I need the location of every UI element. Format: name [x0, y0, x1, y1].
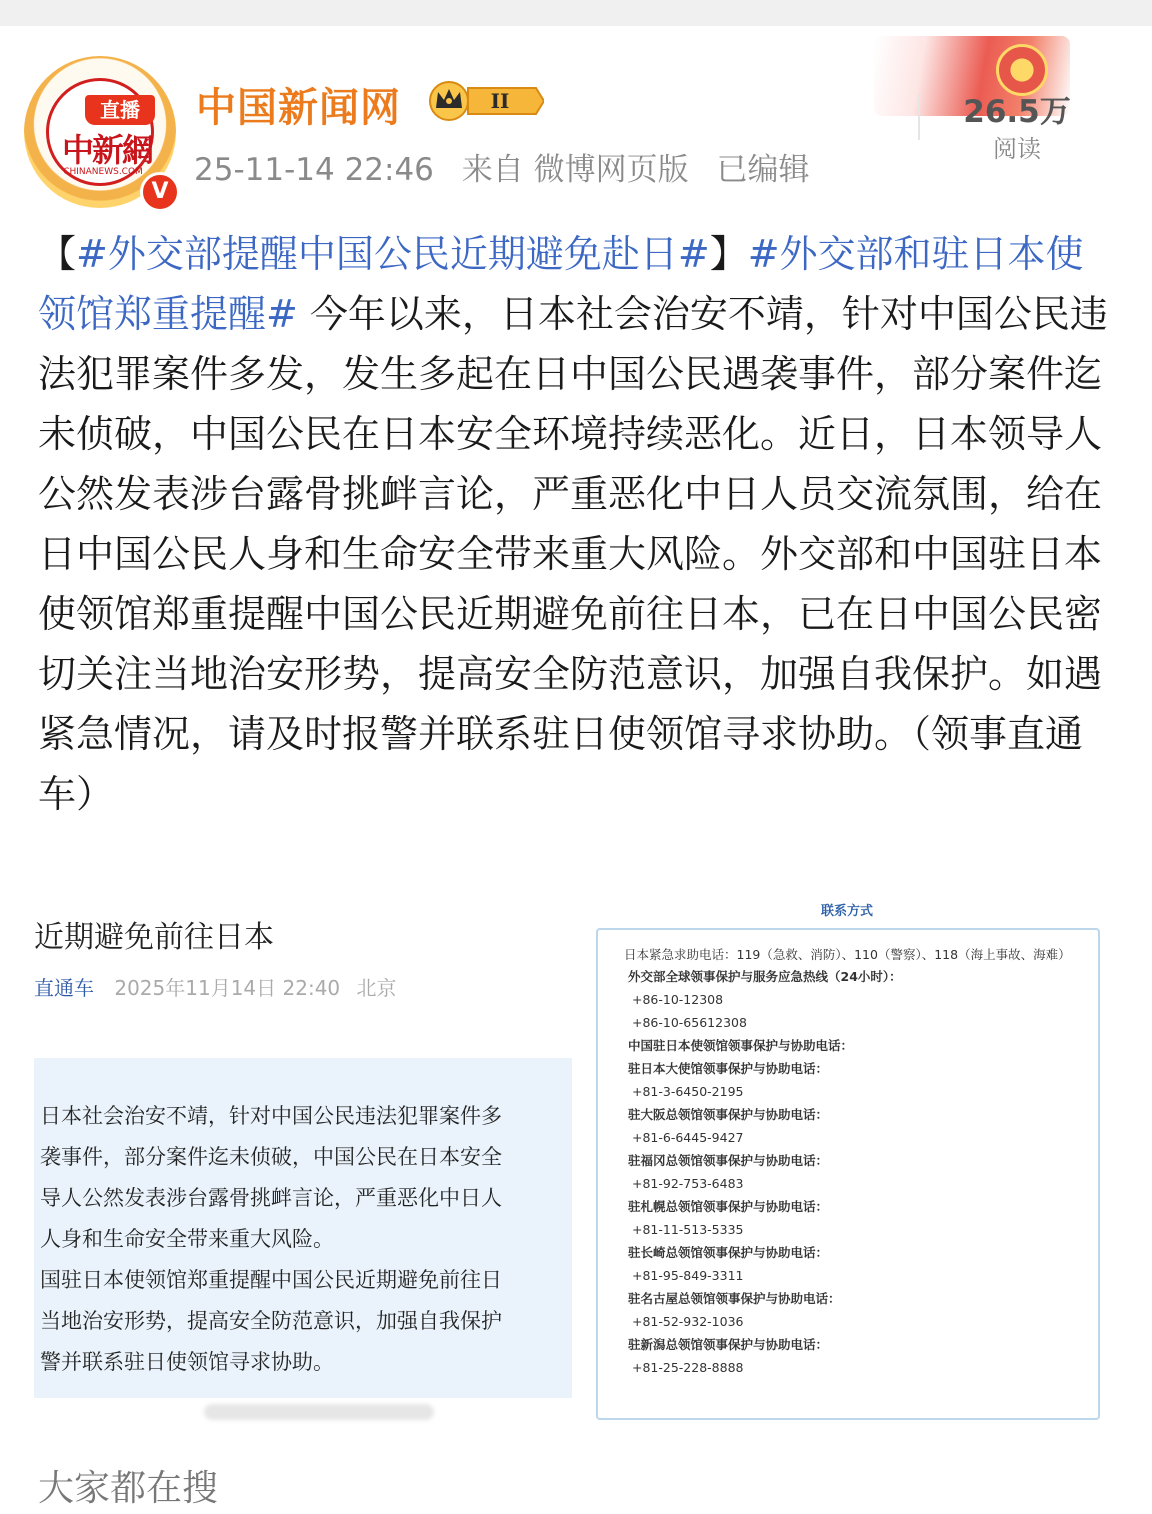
hashtag-link[interactable]: #外交部提醒中国公民近期避免赴日#	[76, 232, 710, 276]
excerpt-line: 袭事件，部分案件迄未侦破，中国公民在日本安全	[40, 1145, 502, 1169]
trending-section-title: 大家都在搜	[38, 1468, 219, 1509]
contact-heading: 驻新潟总领馆领事保护与协助电话：	[628, 1337, 829, 1352]
contact-heading: 驻福冈总领馆领事保护与协助电话：	[628, 1153, 829, 1168]
article-title: 近期避免前往日本	[34, 920, 274, 955]
contact-heading: 驻名古屋总领馆领事保护与协助电话：	[628, 1291, 841, 1306]
logo-subtext: CHINANEWS.COM	[63, 167, 143, 177]
contact-heading: 驻札幌总领馆领事保护与协助电话：	[628, 1199, 829, 1214]
excerpt-line: 当地治安形势，提高安全防范意识，加强自我保护	[40, 1309, 502, 1333]
post-source[interactable]: 来自 微博网页版	[461, 152, 689, 188]
bracket-open: 【	[38, 232, 77, 276]
avatar[interactable]	[24, 56, 176, 208]
contact-number: +81-3-6450-2195	[632, 1084, 744, 1099]
contact-heading: 驻大阪总领馆领事保护与协助电话：	[628, 1107, 829, 1122]
excerpt-line: 日本社会治安不靖，针对中国公民违法犯罪案件多	[40, 1104, 502, 1128]
read-count	[962, 86, 1072, 164]
article-location: 北京	[356, 976, 397, 1000]
contact-number: +81-11-513-5335	[632, 1222, 744, 1237]
vip-crown-icon[interactable]	[428, 80, 544, 122]
article-datetime: 2025年11月14日 22:40	[114, 976, 341, 1000]
excerpt-line: 导人公然发表涉台露骨挑衅言论，严重恶化中日人	[40, 1186, 502, 1210]
contact-heading: 驻长崎总领馆领事保护与协助电话：	[628, 1245, 829, 1260]
live-badge: 直播	[85, 95, 155, 125]
blurred-caption	[204, 1404, 434, 1420]
read-count-label: 阅读	[993, 135, 1041, 163]
emergency-numbers: 日本紧急求助电话：119（急救、消防）、110（警察）、118（海上事故、海难）	[624, 947, 1071, 962]
contact-number: +86-10-12308	[632, 992, 724, 1007]
contact-heading: 驻日本大使馆领事保护与协助电话：	[628, 1061, 829, 1076]
top-strip	[0, 0, 1152, 26]
post-body: 今年以来，日本社会治安不靖，针对中国公民违法犯罪案件多发，发生多起在日中国公民遇袭事件，部分案件迄未侦破，中国公民在日本安全环境持续恶化。近日，日本领导人公然发表涉台露骨挑衅言论，严重恶化中日人员交流氛围，给在日中国公民人身和生命安全带来重大风险。外交部和中国驻日本使领馆郑重提醒中国公民近期避免前往日本，已在日中国公民密切关注当地治安形势，提高安全防范意识，加强自我保护。如遇紧急情况，请及时报警并联系驻日使领馆寻求协助。（领事直通车）	[38, 292, 1108, 816]
contact-number: +81-6-6445-9427	[632, 1130, 744, 1145]
excerpt-line: 警并联系驻日使领馆寻求协助。	[40, 1350, 334, 1374]
edited-label[interactable]: 已编辑	[716, 152, 810, 188]
level-badge: II	[490, 89, 510, 113]
contact-box	[596, 928, 1100, 1420]
contact-number: +81-92-753-6483	[632, 1176, 744, 1191]
contact-number: +81-52-932-1036	[632, 1314, 744, 1329]
verified-icon: V	[140, 172, 180, 212]
divider	[918, 94, 920, 140]
excerpt-line: 国驻日本使领馆郑重提醒中国公民近期避免前往日	[40, 1268, 502, 1292]
article-source: 直通车	[34, 976, 94, 1000]
post-image-2[interactable]	[594, 892, 1100, 1422]
post-image-1[interactable]	[34, 898, 572, 1428]
post-text	[38, 224, 1118, 824]
logo-text: 中新網	[61, 131, 152, 169]
contact-heading: 外交部全球领事保护与服务应急热线（24小时）：	[628, 969, 902, 984]
post-meta	[194, 144, 827, 189]
contact-number: +81-95-849-3311	[632, 1268, 744, 1283]
hashtag-link[interactable]: #外交部和驻日本使领馆郑重提醒#	[38, 232, 1084, 336]
bracket-close: 】	[709, 232, 748, 276]
contact-number: +81-25-228-8888	[632, 1360, 744, 1375]
username[interactable]: 中国新闻网	[196, 85, 401, 131]
avatar-logo	[46, 78, 154, 186]
contact-heading: 中国驻日本使领馆领事保护与协助电话：	[628, 1038, 854, 1053]
article-meta	[34, 972, 397, 1001]
read-count-value: 26.5万	[963, 94, 1071, 130]
article-excerpt	[34, 1058, 572, 1398]
contact-title: 联系方式	[820, 904, 873, 919]
contact-number: +86-10-65612308	[632, 1015, 747, 1030]
excerpt-line: 人身和生命安全带来重大风险。	[40, 1227, 334, 1251]
post-time: 25-11-14 22:46	[194, 152, 434, 188]
